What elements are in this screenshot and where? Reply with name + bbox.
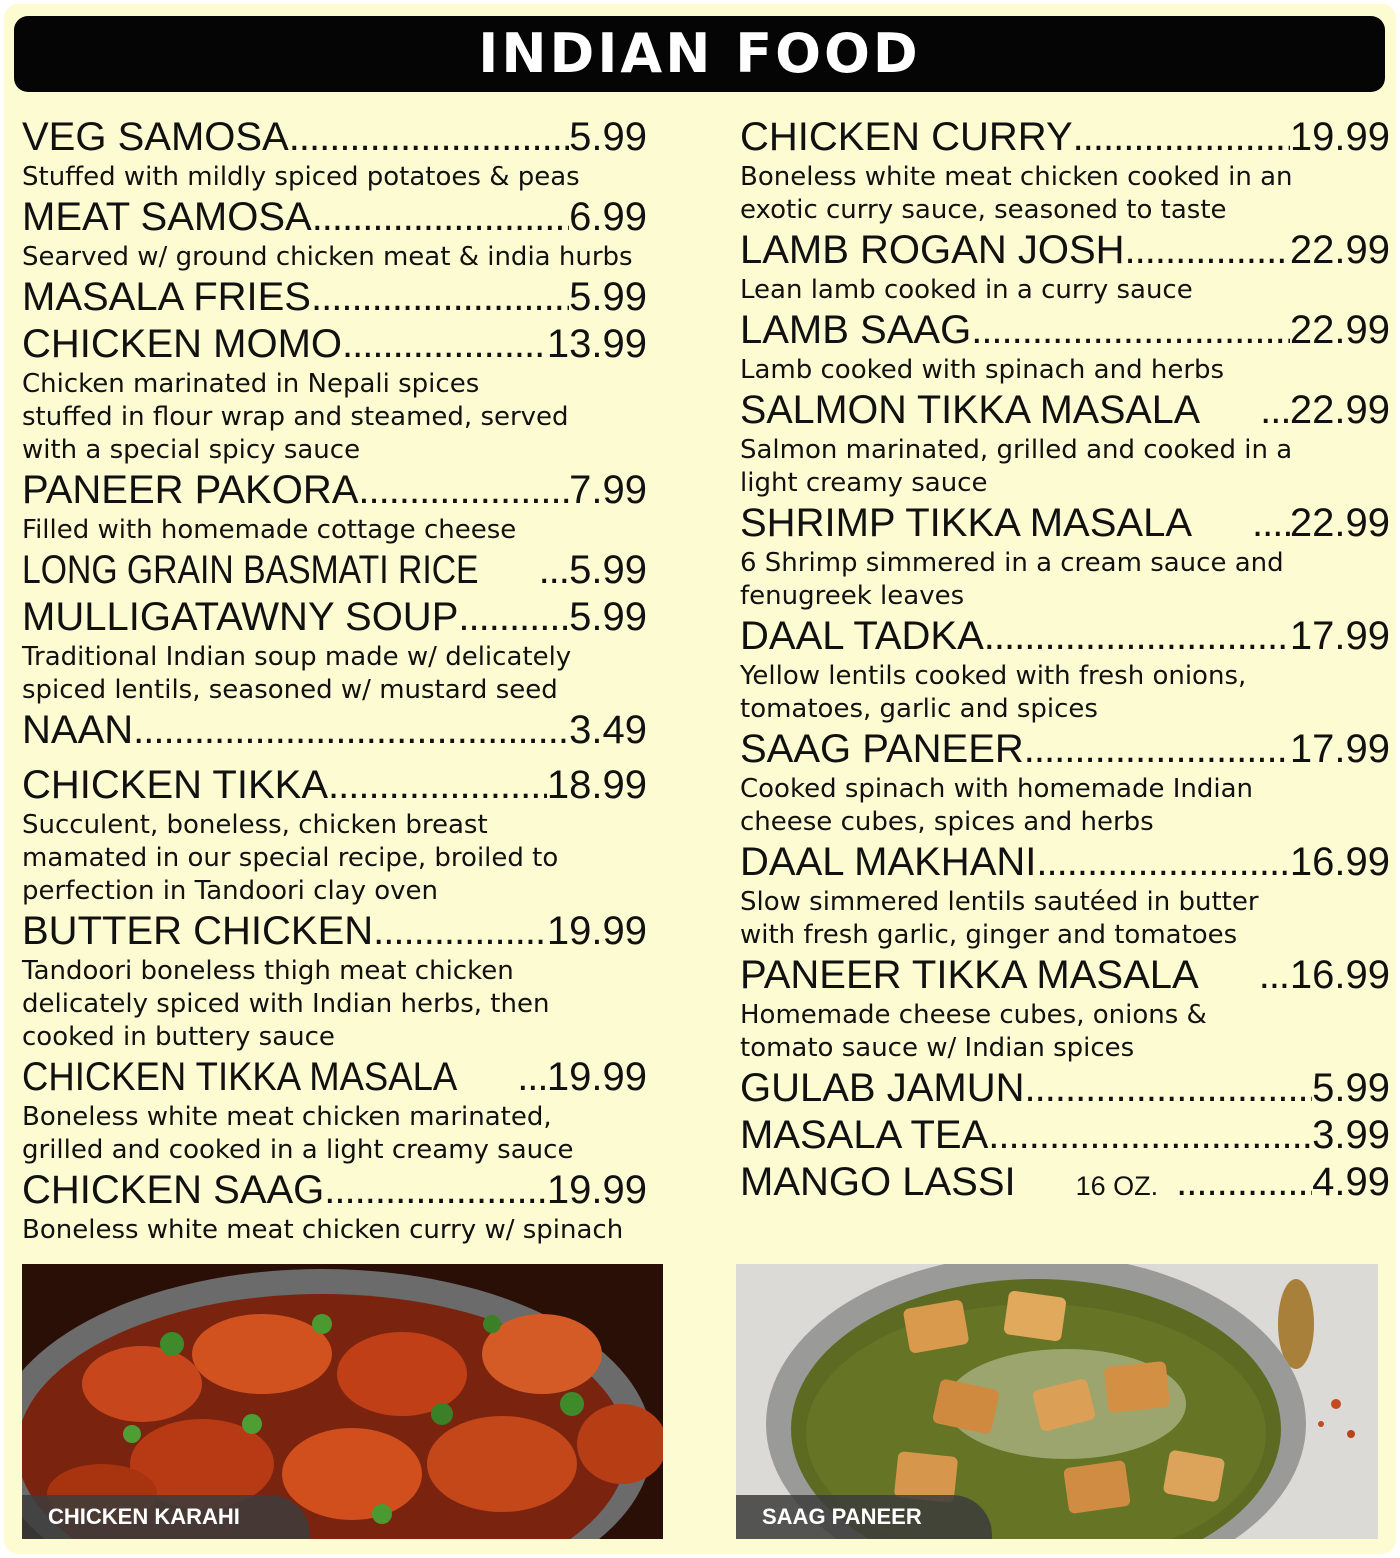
menu-item-name: MULLIGATAWNY SOUP: [22, 595, 459, 639]
menu-item-price: 19.99: [546, 1055, 647, 1099]
menu-item-price: 13.99: [546, 322, 647, 366]
dot-leader: [289, 114, 569, 161]
menu-item-mango-lassi: [740, 1159, 1390, 1210]
dot-leader: [311, 274, 569, 321]
menu-item-naan: [22, 707, 647, 754]
menu-item-line: [740, 1065, 1390, 1112]
menu-item-price: 17.99: [1289, 727, 1390, 771]
chicken-karahi-photo: [22, 1264, 663, 1539]
menu-item-description: light creamy sauce: [740, 468, 988, 498]
menu-item-name: MASALA TEA: [740, 1113, 989, 1157]
menu-item-price: 5.99: [569, 595, 647, 639]
menu-item-name: MANGO LASSI: [740, 1160, 1016, 1204]
dot-leader: [1025, 1065, 1313, 1112]
menu-item-name: VEG SAMOSA: [22, 115, 289, 159]
menu-item-chicken-curry: [740, 114, 1390, 227]
menu-item-long-grain-basmati-rice: [22, 547, 647, 594]
dot-leader: [1260, 387, 1290, 434]
menu-item-price: 17.99: [1289, 614, 1390, 658]
menu-item-description: with fresh garlic, ginger and tomatoes: [740, 920, 1238, 950]
menu-item-price: 16.99: [1289, 953, 1390, 997]
menu-item-description: cooked in buttery sauce: [22, 1022, 335, 1052]
menu-item-line: [740, 227, 1390, 274]
dot-leader: [312, 194, 569, 241]
menu-item-line: [740, 952, 1390, 999]
menu-item-chicken-tikka-masala: [22, 1054, 647, 1167]
menu-item-description: tomato sauce w/ Indian spices: [740, 1033, 1135, 1063]
menu-item-line: [22, 707, 647, 754]
saag-paneer-caption: SAAG PANEER: [736, 1495, 992, 1539]
menu-item-price: 18.99: [546, 763, 647, 807]
menu-item-description: mamated in our special recipe, broiled to: [22, 843, 559, 873]
menu-item-price: 4.99: [1312, 1160, 1390, 1204]
menu-item-name: CHICKEN SAAG: [22, 1168, 325, 1212]
menu-item-description: Cooked spinach with homemade Indian: [740, 774, 1254, 804]
menu-item-name: BUTTER CHICKEN: [22, 909, 374, 953]
dot-leader: [342, 321, 547, 368]
menu-item-description: Searved w/ ground chicken meat & india hurbs: [22, 242, 633, 272]
menu-item-description: Boneless white meat chicken curry w/ spinach: [22, 1215, 624, 1245]
menu-item-name: MASALA FRIES: [22, 275, 311, 319]
menu-item-price: 7.99: [569, 468, 647, 512]
menu-item-price: 6.99: [569, 195, 647, 239]
menu-item-name: LONG GRAIN BASMATI RICE: [22, 548, 479, 592]
menu-item-price: 5.99: [569, 548, 647, 592]
menu-item-name: SHRIMP TIKKA MASALA: [740, 501, 1193, 545]
menu-column-left: [22, 114, 647, 1247]
menu-item-line: [22, 321, 647, 368]
menu-item-paneer-pakora: [22, 467, 647, 547]
menu-item-meat-samosa: [22, 194, 647, 274]
menu-item-butter-chicken: [22, 908, 647, 1054]
menu-item-price: 19.99: [546, 1168, 647, 1212]
menu-item-price: 3.99: [1312, 1113, 1390, 1157]
menu-item-line: [22, 467, 647, 514]
menu-item-price: 16.99: [1289, 840, 1390, 884]
dot-leader: [971, 307, 1290, 354]
dot-leader: [1259, 952, 1290, 999]
dot-leader: [1125, 227, 1290, 274]
menu-item-price: 5.99: [569, 115, 647, 159]
menu-item-name: LAMB ROGAN JOSH: [740, 228, 1125, 272]
menu-item-saag-paneer: [740, 726, 1390, 839]
menu-item-chicken-momo: [22, 321, 647, 467]
saag-paneer-photo: [736, 1264, 1378, 1539]
menu-item-name: PANEER PAKORA: [22, 468, 359, 512]
menu-item-description: Boneless white meat chicken marinated,: [22, 1102, 552, 1132]
menu-item-description: Lamb cooked with spinach and herbs: [740, 355, 1225, 385]
menu-item-description: Chicken marinated in Nepali spices: [22, 369, 480, 399]
menu-item-line: [22, 194, 647, 241]
menu-item-line: [22, 274, 647, 321]
menu-item-price: 5.99: [1312, 1066, 1390, 1110]
menu-item-description: Succulent, boneless, chicken breast: [22, 810, 488, 840]
dot-leader: [1252, 500, 1290, 547]
menu-item-description: Traditional Indian soup made w/ delicately: [22, 642, 572, 672]
menu-item-name: PANEER TIKKA MASALA: [740, 953, 1199, 997]
menu-item-line: [740, 839, 1390, 886]
menu-item-name: CHICKEN MOMO: [22, 322, 342, 366]
menu-item-name: DAAL TADKA: [740, 614, 984, 658]
dot-leader: [373, 908, 547, 955]
menu-item-description: Yellow lentils cooked with fresh onions,: [740, 661, 1247, 691]
menu-item-line: [740, 114, 1390, 161]
menu-item-description: Tandoori boneless thigh meat chicken: [22, 956, 514, 986]
menu-item-gulab-jamun: [740, 1065, 1390, 1112]
menu-item-description: stuffed in flour wrap and steamed, served: [22, 402, 569, 432]
menu-item-name: GULAB JAMUN: [740, 1066, 1025, 1110]
menu-item-name: CHICKEN TIKKA: [22, 763, 328, 807]
menu-item-masala-tea: [740, 1112, 1390, 1159]
menu-item-name: MEAT SAMOSA: [22, 195, 312, 239]
dot-leader: [988, 1112, 1312, 1159]
menu-item-description: Stuffed with mildly spiced potatoes & peas: [22, 162, 580, 192]
menu-item-line: [740, 500, 1390, 547]
dot-leader: [328, 762, 547, 809]
dot-leader: [458, 594, 569, 641]
dot-leader: [1024, 726, 1290, 773]
menu-item-line: [22, 1167, 647, 1214]
menu-item-masala-fries: [22, 274, 647, 321]
menu-item-name: SAAG PANEER: [740, 727, 1024, 771]
menu-item-lamb-rogan-josh: [740, 227, 1390, 307]
menu-item-paneer-tikka-masala: [740, 952, 1390, 1065]
menu-item-description: Slow simmered lentils sautéed in butter: [740, 887, 1259, 917]
menu-item-line: [740, 1159, 1390, 1210]
menu-item-lamb-saag: [740, 307, 1390, 387]
menu-item-price: 22.99: [1289, 228, 1390, 272]
menu-item-name: CHICKEN TIKKA MASALA: [22, 1055, 458, 1099]
dot-leader: [517, 1054, 547, 1101]
menu-item-description: perfection in Tandoori clay oven: [22, 876, 439, 906]
menu-item-price: 5.99: [569, 275, 647, 319]
menu-item-line: [740, 613, 1390, 660]
menu-item-name: LAMB SAAG: [740, 308, 972, 352]
menu-item-veg-samosa: [22, 114, 647, 194]
menu-item-description: grilled and cooked in a light creamy sauce: [22, 1135, 574, 1165]
menu-item-description: with a special spicy sauce: [22, 435, 361, 465]
menu-item-daal-makhani: [740, 839, 1390, 952]
dot-leader: [324, 1167, 547, 1214]
dot-leader: [1176, 1159, 1312, 1206]
menu-item-description: Boneless white meat chicken cooked in an: [740, 162, 1293, 192]
menu-item-description: Homemade cheese cubes, onions &: [740, 1000, 1207, 1030]
menu-item-salmon-tikka-masala: [740, 387, 1390, 500]
menu-item-price: 22.99: [1289, 501, 1390, 545]
menu-item-chicken-tikka: [22, 762, 647, 908]
menu-item-line: [22, 594, 647, 641]
menu-item-description: spiced lentils, seasoned w/ mustard seed: [22, 675, 558, 705]
menu-item-price: 22.99: [1289, 388, 1390, 432]
menu-item-name: CHICKEN CURRY: [740, 115, 1073, 159]
menu-item-price: 22.99: [1289, 308, 1390, 352]
menu-item-shrimp-tikka-masala: [740, 500, 1390, 613]
menu-item-description: Filled with homemade cottage cheese: [22, 515, 517, 545]
dot-leader: [133, 707, 569, 754]
menu-item-description: cheese cubes, spices and herbs: [740, 807, 1154, 837]
menu-item-price: 3.49: [569, 708, 647, 752]
menu-item-name: DAAL MAKHANI: [740, 840, 1037, 884]
menu-item-description: 6 Shrimp simmered in a cream sauce and: [740, 548, 1284, 578]
menu-item-mulligatawny-soup: [22, 594, 647, 707]
chicken-karahi-caption: CHICKEN KARAHI: [22, 1495, 310, 1539]
menu-item-name: SALMON TIKKA MASALA: [740, 388, 1201, 432]
menu-item-line: [740, 307, 1390, 354]
menu-item-price: 19.99: [1289, 115, 1390, 159]
menu-item-line: [740, 1112, 1390, 1159]
menu-item-description: tomatoes, garlic and spices: [740, 694, 1098, 724]
menu-item-description: Lean lamb cooked in a curry sauce: [740, 275, 1193, 305]
menu-item-line: [22, 114, 647, 161]
menu-item-line: [740, 726, 1390, 773]
menu-item-daal-tadka: [740, 613, 1390, 726]
menu-item-name: NAAN: [22, 708, 134, 752]
dot-leader: [1036, 839, 1290, 886]
menu-item-description: Salmon marinated, grilled and cooked in a: [740, 435, 1293, 465]
menu-item-line: [22, 908, 647, 955]
menu-item-line: [22, 547, 647, 594]
menu-item-description: fenugreek leaves: [740, 581, 965, 611]
menu-item-line: [22, 762, 647, 809]
menu-title: INDIAN FOOD: [478, 22, 921, 85]
dot-leader: [984, 613, 1290, 660]
menu-item-description: exotic curry sauce, seasoned to taste: [740, 195, 1227, 225]
dot-leader: [358, 467, 569, 514]
dot-leader: [1073, 114, 1290, 161]
menu-header: [14, 16, 1385, 92]
menu-item-line: [22, 1054, 647, 1101]
menu-item-chicken-saag: [22, 1167, 647, 1247]
menu-item-size: 16 OZ.: [1075, 1171, 1159, 1201]
menu-item-line: [740, 387, 1390, 434]
menu-item-description: delicately spiced with Indian herbs, then: [22, 989, 550, 1019]
dot-leader: [539, 547, 570, 594]
menu-column-right: [740, 114, 1390, 1210]
menu-item-price: 19.99: [546, 909, 647, 953]
